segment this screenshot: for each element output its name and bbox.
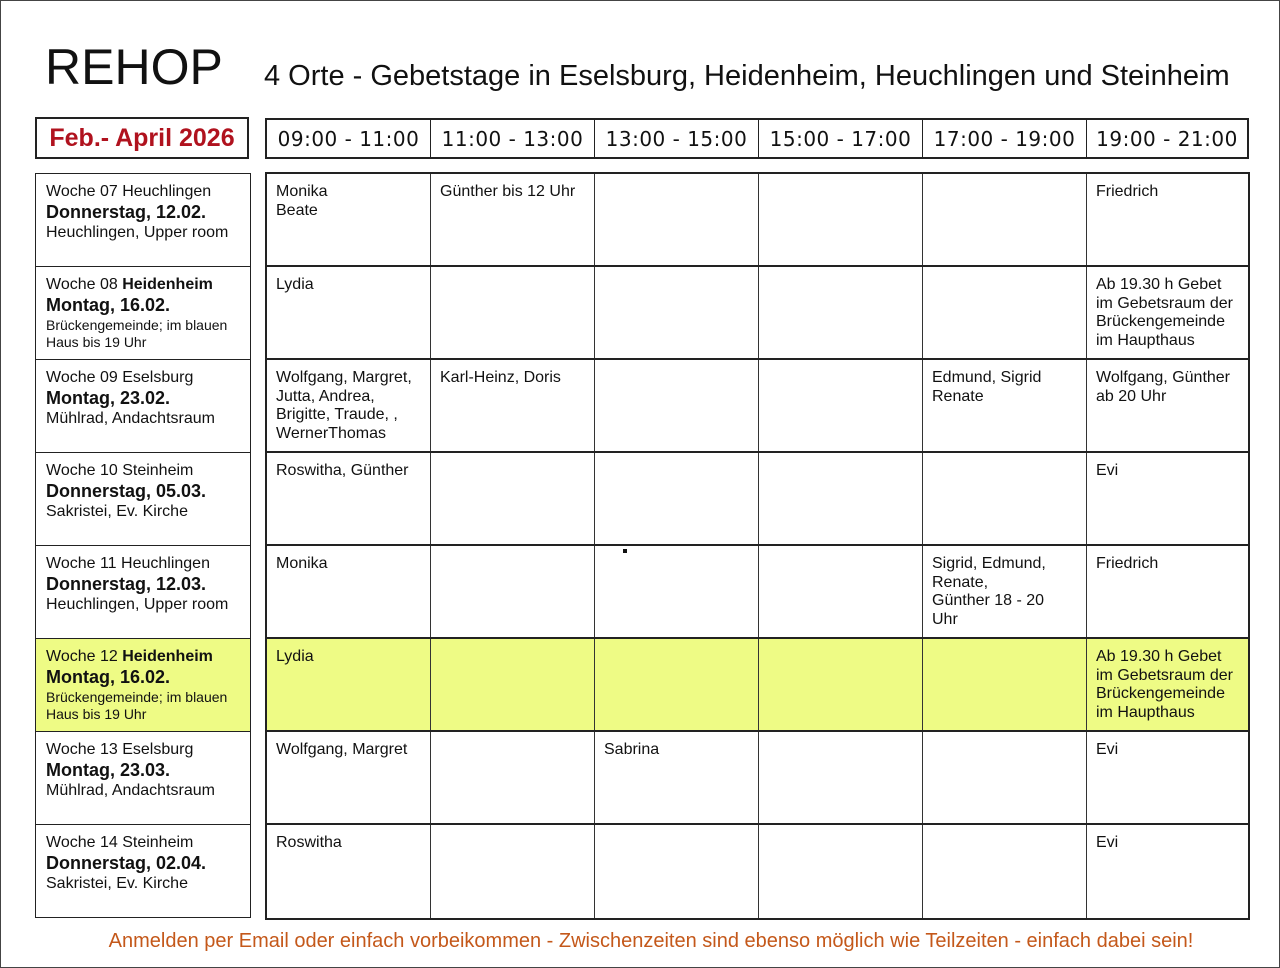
week-label bbox=[46, 648, 250, 666]
week-label bbox=[46, 276, 250, 294]
schedule-row bbox=[267, 453, 1248, 546]
slot-cell: Wolfgang, Günther ab 20 Uhr bbox=[1096, 369, 1231, 405]
time-slot-header bbox=[265, 118, 1249, 159]
footer-note: Anmelden per Email oder einfach vorbeikommen - Zwischenzeiten sind ebenso möglich wie Teilzeiten - einfach dabei sein! bbox=[108, 930, 1194, 952]
slot-cell: Roswitha bbox=[267, 825, 431, 918]
day-date: Donnerstag, 05.03. bbox=[46, 481, 207, 502]
week-number: Woche 13 Eselsburg bbox=[46, 741, 194, 758]
slot-cell: Evi bbox=[1096, 462, 1119, 479]
slot-cell bbox=[431, 453, 595, 544]
week-label bbox=[46, 462, 250, 480]
schedule-row bbox=[267, 732, 1248, 825]
day-location: Brückengemeinde; im blauen Haus bis 19 Uhr bbox=[46, 689, 228, 722]
slot-cell: Friedrich bbox=[1096, 555, 1159, 572]
slot-cell bbox=[595, 360, 759, 451]
day-date: Montag, 23.02. bbox=[46, 388, 171, 409]
day-column bbox=[35, 173, 251, 918]
day-date: Donnerstag, 12.02. bbox=[46, 202, 207, 223]
slot-cell: Karl-Heinz, Doris bbox=[431, 360, 595, 451]
week-number: Woche 07 Heuchlingen bbox=[46, 183, 212, 200]
slot-cell bbox=[431, 267, 595, 358]
slot-cell: Monika bbox=[267, 546, 431, 637]
day-row bbox=[36, 825, 250, 918]
slot-cell bbox=[759, 360, 923, 451]
week-place: Heidenheim bbox=[122, 276, 213, 293]
slot-cell: Wolfgang, Margret bbox=[267, 732, 431, 823]
slot-cell: Evi bbox=[1096, 741, 1119, 758]
schedule-row bbox=[267, 546, 1248, 639]
day-row bbox=[36, 360, 250, 453]
week-label bbox=[46, 834, 250, 852]
week-number: Woche 12 bbox=[46, 648, 123, 665]
slot-cell bbox=[595, 453, 759, 544]
week-label bbox=[46, 369, 250, 387]
day-location: Mühlrad, Andachtsraum bbox=[46, 410, 215, 428]
day-date: Montag, 16.02. bbox=[46, 295, 171, 316]
day-row bbox=[36, 174, 250, 267]
day-row bbox=[36, 732, 250, 825]
slot-cell bbox=[431, 546, 595, 637]
slot-cell: Friedrich bbox=[1096, 183, 1159, 200]
slot-cell: Monika Beate bbox=[267, 174, 431, 265]
slot-cell: Lydia bbox=[267, 639, 431, 730]
slot-cell bbox=[595, 174, 759, 265]
slot-cell bbox=[923, 267, 1087, 358]
slot-cell: Sabrina bbox=[595, 732, 759, 823]
slot-cell: Ab 19.30 h Gebet im Gebetsraum der Brückengemeinde im Haupthaus bbox=[1096, 648, 1233, 722]
slot-cell: Wolfgang, Margret, Jutta, Andrea, Brigitte, Traude, , WernerThomas bbox=[267, 360, 431, 451]
period-box: Feb.- April 2026 bbox=[35, 117, 249, 159]
slot-cell bbox=[759, 732, 923, 823]
slot-cell bbox=[759, 546, 923, 637]
day-location: Heuchlingen, Upper room bbox=[46, 596, 229, 614]
slot-cell bbox=[923, 453, 1087, 544]
slot-cell: Ab 19.30 h Gebet im Gebetsraum der Brückengemeinde im Haupthaus bbox=[1096, 276, 1233, 350]
schedule-grid bbox=[265, 172, 1250, 920]
schedule-row bbox=[267, 360, 1248, 453]
page-subtitle: 4 Orte - Gebetstage in Eselsburg, Heidenheim, Heuchlingen und Steinheim bbox=[264, 60, 1230, 92]
week-number: Woche 08 bbox=[46, 276, 123, 293]
slot-cell bbox=[759, 453, 923, 544]
day-row bbox=[36, 267, 250, 360]
week-number: Woche 14 Steinheim bbox=[46, 834, 194, 851]
slot-cell bbox=[595, 267, 759, 358]
day-location: Heuchlingen, Upper room bbox=[46, 224, 229, 242]
day-row bbox=[36, 546, 250, 639]
slot-cell: Lydia bbox=[267, 267, 431, 358]
slot-cell bbox=[431, 732, 595, 823]
time-slot-header-cell: 19:00 - 21:00 bbox=[1096, 126, 1238, 151]
slot-cell bbox=[759, 174, 923, 265]
slot-cell: Evi bbox=[1096, 834, 1119, 851]
slot-cell bbox=[923, 732, 1087, 823]
slot-cell bbox=[923, 825, 1087, 918]
slot-cell bbox=[595, 546, 759, 637]
slot-cell bbox=[759, 267, 923, 358]
slot-cell: Edmund, Sigrid Renate bbox=[923, 360, 1087, 451]
slot-cell bbox=[759, 825, 923, 918]
time-slot-header-cell: 17:00 - 19:00 bbox=[923, 120, 1087, 157]
slot-cell: Sigrid, Edmund, Renate, Günther 18 - 20 Uhr bbox=[923, 546, 1087, 637]
week-number: Woche 10 Steinheim bbox=[46, 462, 194, 479]
time-slot-header-cell: 13:00 - 15:00 bbox=[595, 120, 759, 157]
slot-cell bbox=[431, 639, 595, 730]
week-label bbox=[46, 555, 250, 573]
day-date: Donnerstag, 12.03. bbox=[46, 574, 207, 595]
stray-dot bbox=[623, 549, 627, 553]
week-label bbox=[46, 183, 250, 201]
day-date: Montag, 23.03. bbox=[46, 760, 171, 781]
day-date: Montag, 16.02. bbox=[46, 667, 171, 688]
slot-cell bbox=[923, 174, 1087, 265]
slot-cell bbox=[923, 639, 1087, 730]
week-number: Woche 11 Heuchlingen bbox=[46, 555, 210, 572]
slot-cell: Günther bis 12 Uhr bbox=[431, 174, 595, 265]
week-label bbox=[46, 741, 250, 759]
time-slot-header-cell: 09:00 - 11:00 bbox=[267, 120, 431, 157]
week-place: Heidenheim bbox=[122, 648, 213, 665]
slot-cell bbox=[431, 825, 595, 918]
week-number: Woche 09 Eselsburg bbox=[46, 369, 194, 386]
slot-cell bbox=[759, 639, 923, 730]
day-row bbox=[36, 453, 250, 546]
schedule-row bbox=[267, 174, 1248, 267]
day-row bbox=[36, 639, 250, 732]
slot-cell: Roswitha, Günther bbox=[267, 453, 431, 544]
day-location: Sakristei, Ev. Kirche bbox=[46, 503, 188, 521]
day-location: Brückengemeinde; im blauen Haus bis 19 Uhr bbox=[46, 317, 228, 350]
day-date: Donnerstag, 02.04. bbox=[46, 853, 207, 874]
time-slot-header-cell: 15:00 - 17:00 bbox=[759, 120, 923, 157]
day-location: Mühlrad, Andachtsraum bbox=[46, 782, 215, 800]
brand-title: REHOP bbox=[45, 39, 223, 95]
schedule-row bbox=[267, 639, 1248, 732]
schedule-row bbox=[267, 825, 1248, 918]
schedule-row bbox=[267, 267, 1248, 360]
slot-cell bbox=[595, 639, 759, 730]
time-slot-header-cell: 11:00 - 13:00 bbox=[431, 120, 595, 157]
day-location: Sakristei, Ev. Kirche bbox=[46, 875, 188, 893]
slot-cell bbox=[595, 825, 759, 918]
